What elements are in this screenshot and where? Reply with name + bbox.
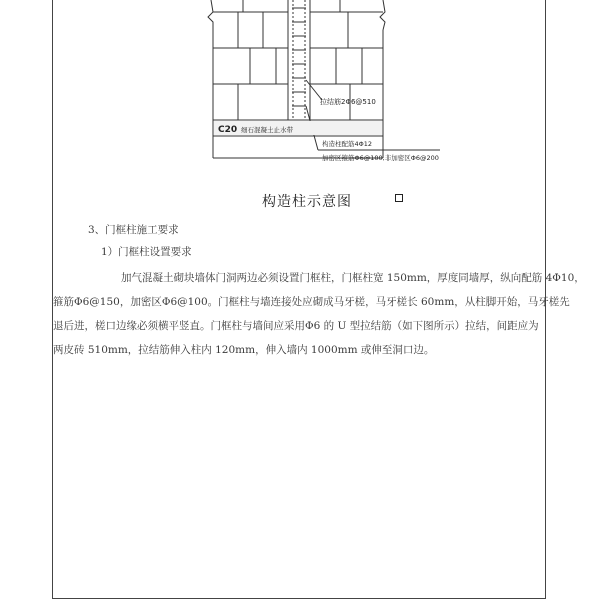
paragraph-line: 加气混凝土砌块墙体门洞两边必须设置门框柱，门框柱宽 150mm，厚度同墙厚，纵向配筋 4Φ10， (121, 272, 585, 284)
tie-rebar-label: 拉结筋2Φ6@510 (320, 98, 376, 106)
anchor-marker (395, 194, 403, 202)
paragraph-line: 箍筋Φ6@150，加密区Φ6@100。门框柱与墙连接处应砌成马牙槎，马牙槎长 60mm，从柱脚开始，马牙槎先 (53, 296, 570, 308)
stirrup-label: 加密区箍筋Φ6@100,非加密区Φ6@200 (322, 154, 439, 162)
requirements-paragraph (53, 266, 585, 362)
c20-label: C20 (218, 125, 238, 135)
c20-detail-label: 细石混凝土止水带 (241, 126, 293, 134)
paragraph-line: 两皮砖 510mm，拉结筋伸入柱内 120mm，伸入墙内 1000mm 或伸至洞口边。 (53, 344, 435, 356)
construction-column-drawing (0, 0, 600, 190)
section-heading: 3、门框柱施工要求 (88, 224, 179, 236)
paragraph-line: 退后进，槎口边缘必须横平竖直。门框柱与墙间应采用Φ6 的 U 型拉结筋（如下图所示）拉结，间距应为 (53, 320, 539, 332)
column-rebar-label: 构造柱配筋4Φ12 (322, 140, 373, 148)
figure-caption: 构造柱示意图 (262, 194, 352, 210)
subsection-heading: 1）门框柱设置要求 (101, 246, 192, 258)
